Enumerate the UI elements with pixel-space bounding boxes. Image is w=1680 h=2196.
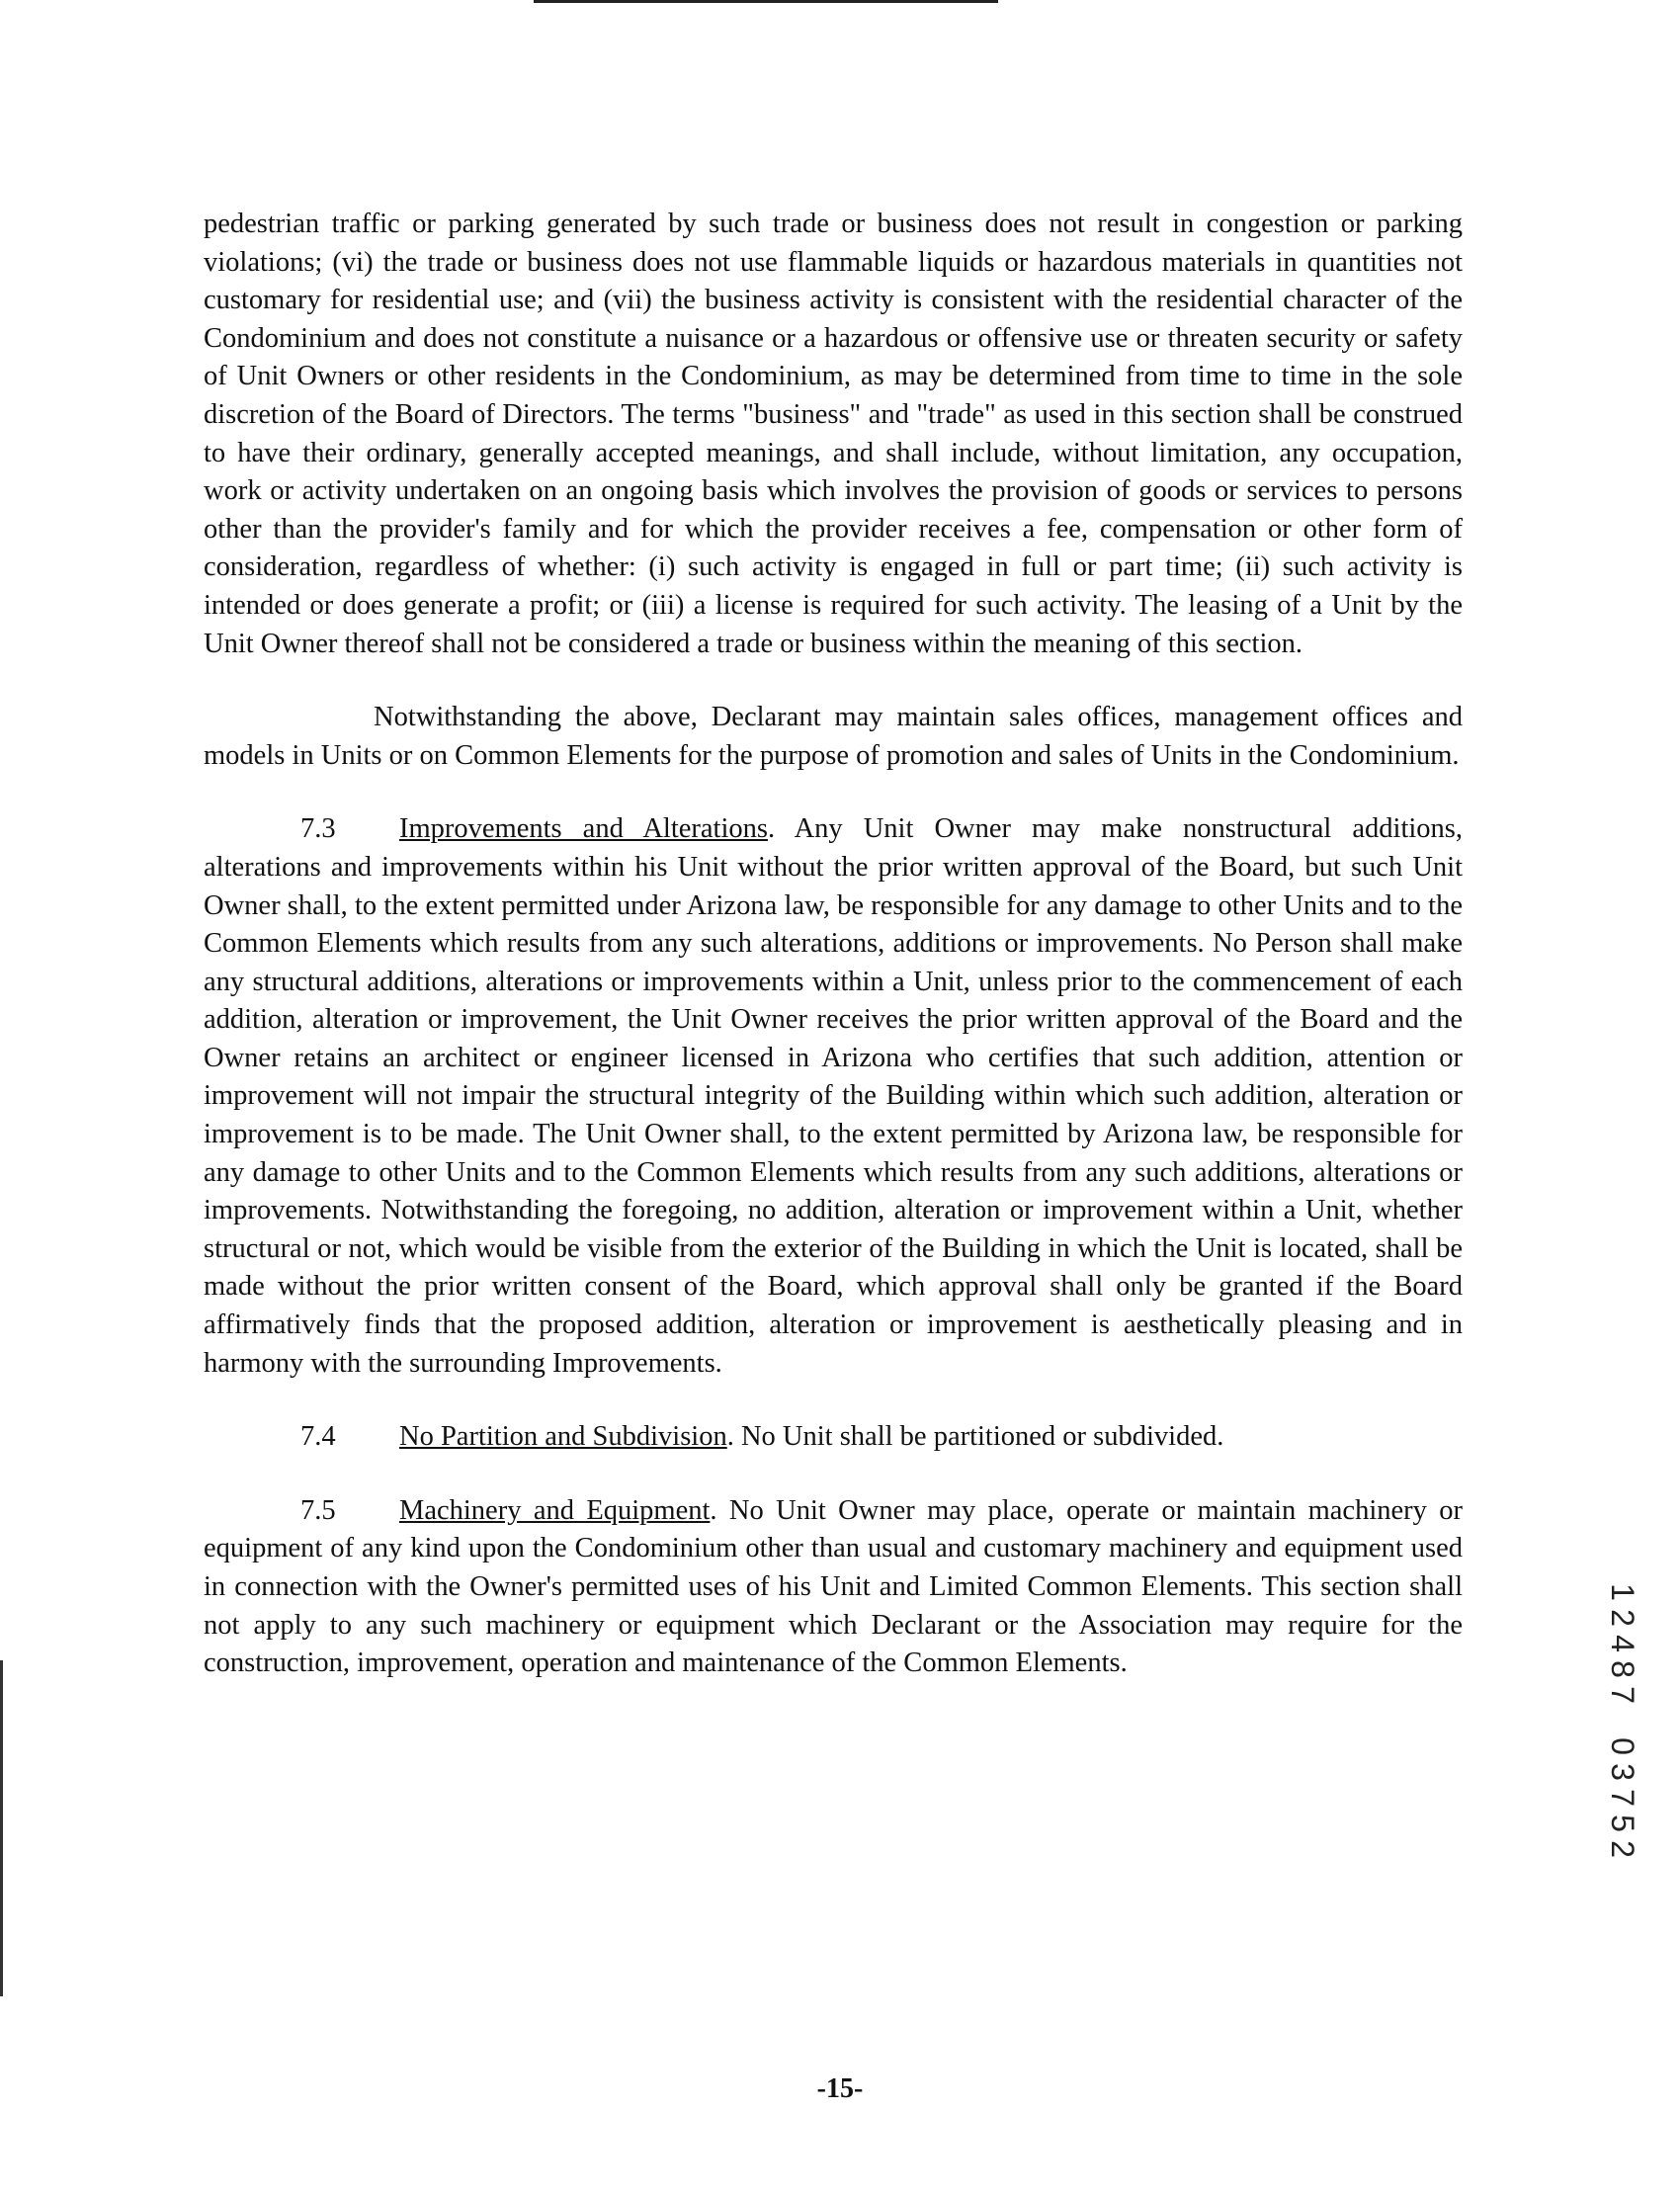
page-number: -15- — [816, 2073, 864, 2104]
section-number: 7.5 — [300, 1494, 336, 1526]
stamp-digit: 4 — [1605, 1635, 1640, 1652]
recording-number-stamp — [1603, 1579, 1642, 1862]
stamp-digit: 7 — [1605, 1789, 1640, 1807]
stamp-digit: 7 — [1605, 1686, 1640, 1704]
section-body: . Any Unit Owner may make nonstructural additions, alterations and improvements within his Unit without the prior written approval of the Board, but such Unit Owner shall, to the extent permitted under Arizona law, be responsible for any damage to other Units and to the Common Elements which results from any such alterations, additions or improvements. No Person shall make any structural additions, alterations or improvements within a Unit, unless prior to the commencement of each addition, alteration or improvement, the Unit Owner receives the prior written approval of the Board and the Owner retains an architect or engineer licensed in Arizona who certifies that such addition, attention or improvement will not impair the structural integrity of the Building within which such addition, alteration or improvement is to be made. The Unit Owner shall, to the extent permitted by Arizona law, be responsible for any damage to other Units and to the Common Elements which results from any such additions, alterations or improvements. Notwithstanding the foregoing, no addition, alteration or improvement within a Unit, whether structural or not, which would be visible from the exterior of the Building in which the Unit is located, shall be made without the prior written consent of the Board, which approval shall only be granted if the Board affirmatively finds that the proposed addition, alteration or improvement is aesthetically pleasing and in harmony with the surrounding Improvements. — [204, 813, 1464, 1379]
stamp-digit: 3 — [1605, 1763, 1640, 1781]
section-title: No Partition and Subdivision — [399, 1421, 727, 1453]
section-title: Improvements and Alterations — [399, 813, 768, 845]
section-7-5 — [204, 1492, 1463, 1683]
notwithstanding-paragraph: Notwithstanding the above, Declarant may maintain sales offices, management offices and models in Units or on Common Elements for the purpose of promotion and sales of Units in the Condominium. — [204, 702, 1463, 771]
section-7-4 — [204, 1418, 1463, 1457]
stamp-digit: 0 — [1605, 1737, 1640, 1755]
section-title: Machinery and Equipment — [399, 1494, 711, 1526]
stamp-digit: 1 — [1605, 1583, 1640, 1601]
section-body: . No Unit Owner may place, operate or maintain machinery or equipment of any kind upon the Condominium other than usual and customary machinery and equipment used in connection with the Owner's permitted uses of his Unit and Limited Common Elements. This section shall not apply to any such machinery or equipment which Declarant or the Association may require for the construction, improvement, operation and maintenance of the Common Elements. — [204, 1494, 1463, 1679]
continuation-paragraph: pedestrian traffic or parking generated by such trade or business does not result in congestion or parking violations; (vi) the trade or business does not use flammable liquids or hazardous materials in quantities not customary for residential use; and (vii) the business activity is consistent with the residential character of the Condominium and does not constitute a nuisance or a hazardous or offensive use or threaten security or safety of Unit Owners or other residents in the Condominium, as may be determined from time to time in the sole discretion of the Board of Directors. The terms "business" and "trade" as used in this section shall be construed to have their ordinary, generally accepted meanings, and shall include, without limitation, any occupation, work or activity undertaken on an ongoing basis which involves the provision of goods or services to persons other than the provider's family and for which the provider receives a fee, compensation or other form of consideration, regardless of whether: (i) such activity is engaged in full or part time; (ii) such activity is intended or does generate a profit; or (iii) a license is required for such activity. The leasing of a Unit by the Unit Owner thereof shall not be considered a trade or business within the meaning of this section. — [204, 209, 1463, 659]
top-scan-rule — [534, 0, 998, 3]
document-body — [204, 206, 1463, 1683]
left-scan-rule — [0, 1660, 3, 1996]
stamp-digit: 8 — [1605, 1660, 1640, 1678]
section-number: 7.3 — [300, 813, 336, 845]
section-body: . No Unit shall be partitioned or subdivided. — [726, 1421, 1224, 1453]
section-7-3 — [204, 810, 1463, 1383]
stamp-digit: 5 — [1605, 1815, 1640, 1832]
stamp-digit: 2 — [1605, 1840, 1640, 1858]
section-number: 7.4 — [300, 1421, 336, 1453]
stamp-digit: 2 — [1605, 1609, 1640, 1627]
